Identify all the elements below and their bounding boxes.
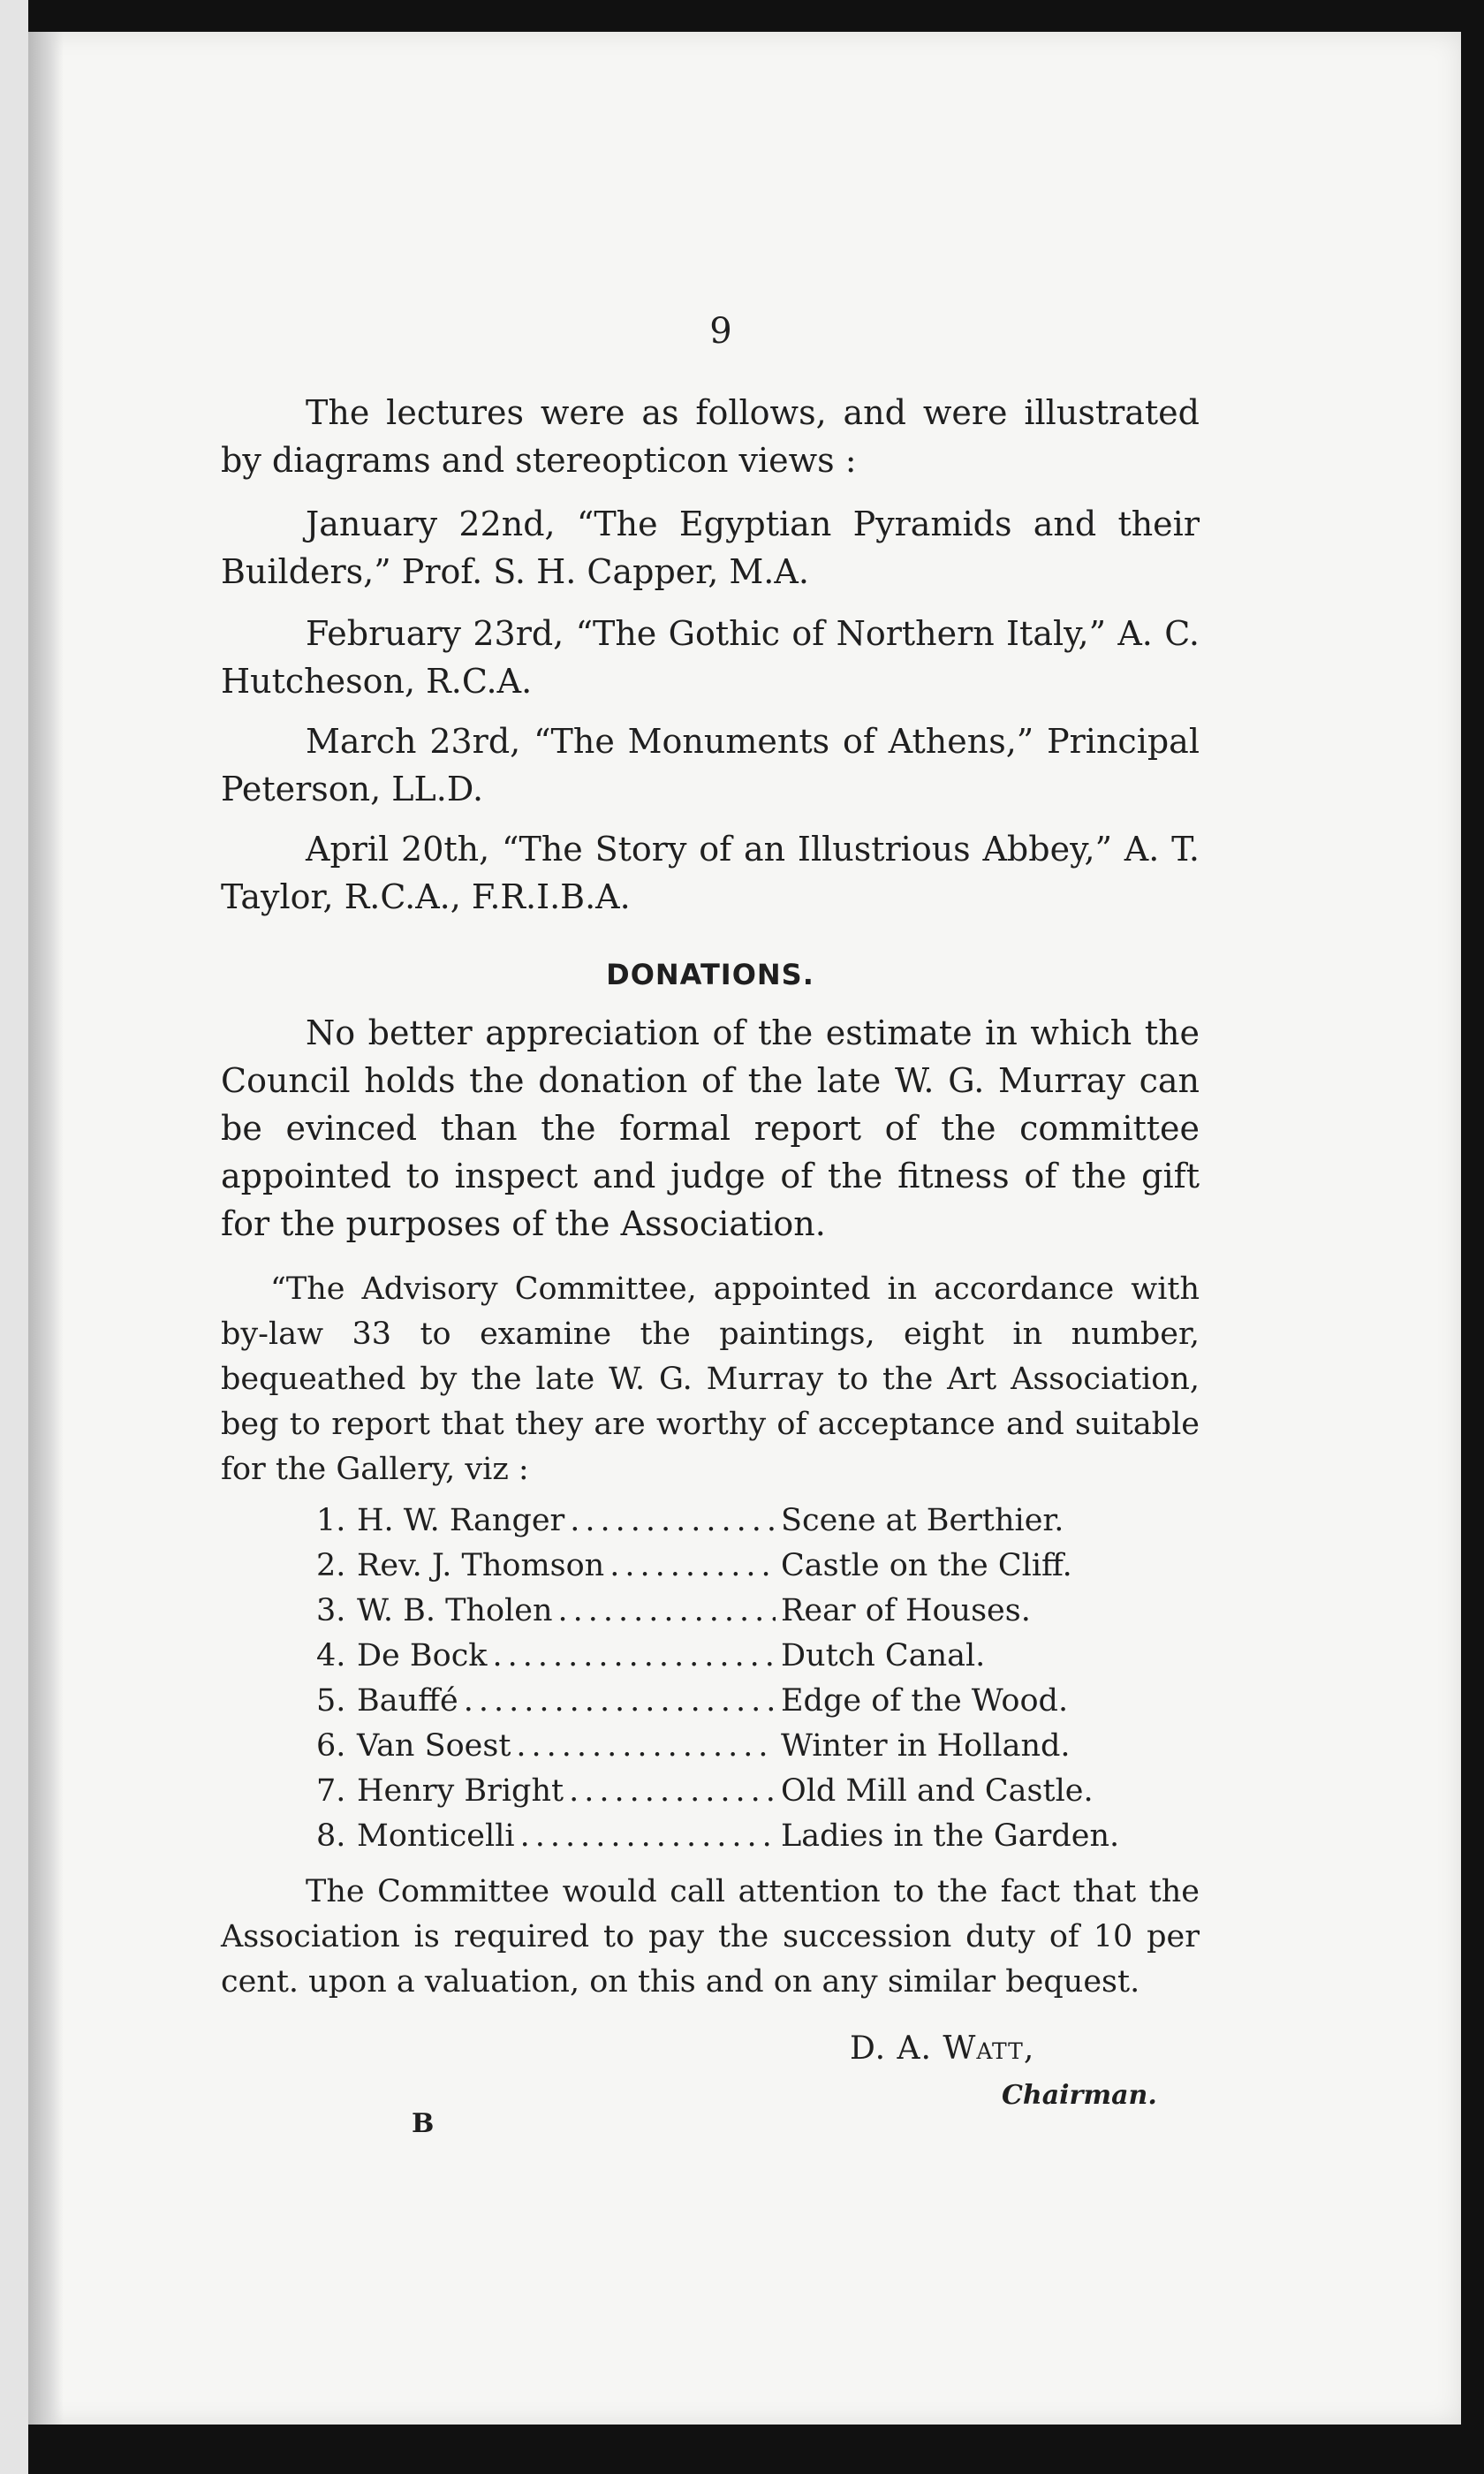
dot-leader <box>557 1589 776 1634</box>
lecture-entry: January 22nd, “The Egyptian Pyramids and their Builders,” Prof. S. H. Capper, M.A. <box>221 505 1200 591</box>
painting-number: 8. <box>316 1818 346 1854</box>
painting-number: 2. <box>316 1548 346 1583</box>
page-gutter-shadow <box>28 32 64 2425</box>
painting-number: 3. <box>316 1593 346 1628</box>
dot-leader <box>570 1499 776 1544</box>
page-number: 9 <box>709 311 732 352</box>
painting-item <box>316 1769 1094 1814</box>
dot-leader <box>520 1814 776 1859</box>
painting-number: 1. <box>316 1503 346 1538</box>
painting-item <box>316 1724 1071 1769</box>
lectures-intro: The lectures were as follows, and were illustrated by diagrams and stereopticon views : <box>221 393 1200 480</box>
painting-title: Rear of Houses. <box>781 1593 1031 1628</box>
painting-artist: Henry Bright <box>357 1773 564 1809</box>
dot-leader <box>464 1679 776 1724</box>
painting-item <box>316 1589 1067 1634</box>
painting-number: 6. <box>316 1728 346 1764</box>
scan-left-margin <box>0 0 28 2474</box>
painting-title: Edge of the Wood. <box>781 1683 1069 1719</box>
committee-report-quote: “The Advisory Committee, appointed in accordance with by-law 33 to examine the paintings, eight in number, bequeathed by the late W. G. Murray to the Art Association, beg to report that they are worthy of acceptance and suitable for the Gallery, viz : <box>221 1271 1200 1487</box>
painting-artist: Rev. J. Thomson <box>357 1548 605 1583</box>
dot-leader <box>516 1724 776 1769</box>
painting-artist: W. B. Tholen <box>357 1593 553 1628</box>
paintings-list <box>316 1499 1120 1859</box>
dot-leader <box>493 1634 776 1679</box>
signature-name: D. A. Watt, <box>850 2030 1035 2067</box>
painting-artist: Monticelli <box>357 1818 515 1854</box>
painting-title: Old Mill and Castle. <box>781 1773 1094 1809</box>
donations-paragraph: No better appreciation of the estimate in which the Council holds the donation of the late W. G. Murray can be evinced than the formal report of the committee appointed to inspect and judge of the fitness of the gift for the purposes of the Association. <box>221 1013 1200 1243</box>
painting-title: Ladies in the Garden. <box>781 1818 1120 1854</box>
lecture-entry: April 20th, “The Story of an Illustrious Abbey,” A. T. Taylor, R.C.A., F.R.I.B.A. <box>221 830 1200 916</box>
painting-title: Castle on the Cliff. <box>781 1548 1072 1583</box>
lecture-entry: February 23rd, “The Gothic of Northern Italy,” A. C. Hutcheson, R.C.A. <box>221 614 1200 701</box>
donations-heading: DONATIONS. <box>606 958 814 991</box>
signature-title: Chairman. <box>1002 2080 1157 2111</box>
printer-signature-mark: B <box>412 2108 435 2139</box>
painting-title: Winter in Holland. <box>781 1728 1071 1764</box>
painting-number: 4. <box>316 1638 346 1673</box>
painting-item <box>316 1499 1067 1544</box>
painting-artist: De Bock <box>357 1638 488 1673</box>
painting-item <box>316 1544 1072 1589</box>
dot-leader <box>569 1769 776 1814</box>
painting-artist: Van Soest <box>357 1728 511 1764</box>
painting-number: 7. <box>316 1773 346 1809</box>
painting-title: Dutch Canal. <box>781 1638 986 1673</box>
painting-artist: Bauffé <box>357 1683 458 1719</box>
painting-number: 5. <box>316 1683 346 1719</box>
lecture-entry: March 23rd, “The Monuments of Athens,” Principal Peterson, LL.D. <box>221 722 1200 808</box>
painting-item <box>316 1679 1067 1724</box>
painting-artist: H. W. Ranger <box>357 1503 565 1538</box>
painting-item <box>316 1814 1120 1859</box>
closing-paragraph: The Committee would call attention to the fact that the Association is required to pay the succession duty of 10 per cent. upon a valuation, on this and on any similar bequest. <box>221 1874 1200 2000</box>
painting-title: Scene at Berthier. <box>781 1503 1064 1538</box>
dot-leader <box>610 1544 776 1589</box>
painting-item <box>316 1634 1067 1679</box>
